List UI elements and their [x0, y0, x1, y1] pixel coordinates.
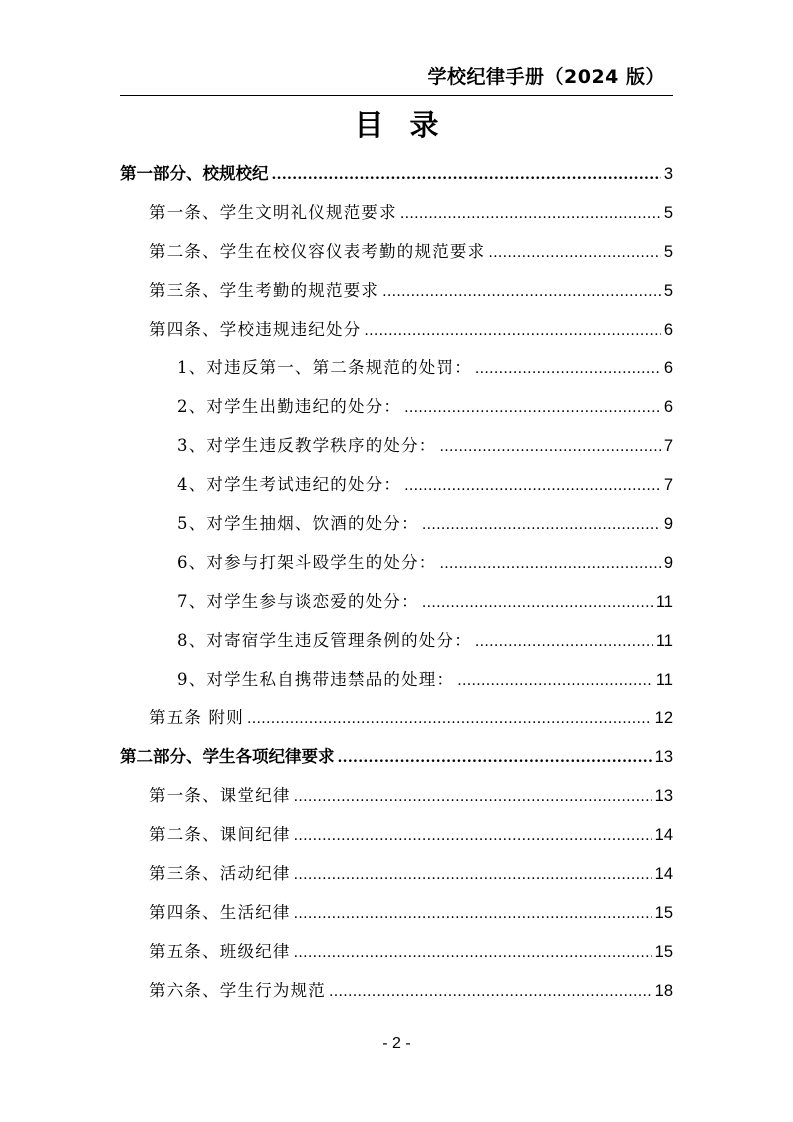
- toc-entry-page: 9: [663, 515, 673, 534]
- toc-entry-page: 7: [663, 476, 673, 495]
- toc-entry-text: 2、对学生出勤违纪的处分：: [177, 397, 402, 417]
- toc-entry[interactable]: [120, 699, 673, 738]
- toc-leader: [475, 350, 661, 389]
- toc-entry-text: 第四条、学校违规违纪处分: [149, 319, 362, 339]
- toc-leader: [272, 156, 661, 195]
- toc-leader: [338, 739, 652, 778]
- toc-entry[interactable]: [120, 194, 673, 233]
- toc-entry[interactable]: [120, 466, 673, 505]
- toc-entry-text: 9、对学生私自携带违禁品的处理：: [177, 669, 455, 689]
- toc-entry-text: 7、对学生参与谈恋爱的处分：: [177, 591, 419, 611]
- toc-entry[interactable]: [120, 933, 673, 972]
- toc-entry-text: 4、对学生考试违纪的处分：: [177, 475, 402, 495]
- toc-leader: [364, 312, 660, 351]
- header-title: 学校纪律手册（2024 版）: [427, 66, 665, 88]
- toc-entry[interactable]: [120, 233, 673, 272]
- toc-entry-page: 7: [663, 437, 673, 456]
- toc-leader: [404, 389, 661, 428]
- toc-entry-page: 15: [654, 903, 673, 922]
- toc-entry-text: 第四条、生活纪律: [149, 902, 291, 922]
- toc-entry-text: 第一条、课堂纪律: [149, 786, 291, 806]
- toc-leader: [440, 545, 661, 584]
- toc-entry[interactable]: [120, 738, 673, 777]
- toc-leader: [247, 700, 652, 739]
- toc-leader: [294, 856, 652, 895]
- toc-entry-text: 第一部分、校规校纪: [120, 164, 269, 183]
- toc-leader: [294, 778, 652, 817]
- toc-entry[interactable]: [120, 583, 673, 622]
- toc-entry-page: 5: [663, 242, 673, 261]
- toc-entry-text: 第六条、学生行为规范: [149, 980, 326, 1000]
- toc-entry-page: 14: [654, 826, 673, 845]
- toc-entry-page: 12: [654, 709, 673, 728]
- toc-entry-page: 14: [654, 865, 673, 884]
- toc-entry[interactable]: [120, 544, 673, 583]
- toc-leader: [382, 273, 661, 312]
- toc-leader: [488, 234, 661, 273]
- toc-entry-text: 第二条、课间纪律: [149, 825, 291, 845]
- toc-leader: [294, 895, 652, 934]
- toc-entry-page: 6: [663, 398, 673, 417]
- toc-entry-text: 第五条、班级纪律: [149, 941, 291, 961]
- toc-entry-page: 13: [654, 787, 673, 806]
- toc-entry[interactable]: [120, 427, 673, 466]
- toc-leader: [294, 934, 652, 973]
- toc-leader: [475, 623, 653, 662]
- toc-entry[interactable]: [120, 622, 673, 661]
- toc-entry-page: 5: [663, 281, 673, 300]
- toc-leader: [422, 506, 661, 545]
- toc-leader: [329, 973, 652, 1012]
- toc-entry-text: 第二条、学生在校仪容仪表考勤的规范要求: [149, 241, 486, 261]
- toc-entry-text: 5、对学生抽烟、饮酒的处分：: [177, 514, 419, 534]
- toc-entry[interactable]: [120, 661, 673, 700]
- toc-entry[interactable]: [120, 894, 673, 933]
- toc-entry-page: 15: [654, 942, 673, 961]
- toc-entry-text: 第三条、活动纪律: [149, 864, 291, 884]
- toc-entry[interactable]: [120, 272, 673, 311]
- toc-entry-text: 1、对违反第一、第二条规范的处罚：: [177, 358, 472, 378]
- toc-leader: [457, 662, 653, 701]
- toc-entry-text: 第五条 附则: [149, 708, 244, 728]
- toc-leader: [422, 584, 653, 623]
- toc-entry-text: 第一条、学生文明礼仪规范要求: [149, 202, 397, 222]
- toc-entry-text: 第二部分、学生各项纪律要求: [120, 747, 335, 767]
- toc-entry-page: 13: [654, 748, 673, 767]
- toc-entry[interactable]: [120, 388, 673, 427]
- toc-entry-page: 18: [654, 981, 673, 1000]
- toc-entry[interactable]: [120, 349, 673, 388]
- toc-entry[interactable]: [120, 816, 673, 855]
- toc-entry[interactable]: [120, 777, 673, 816]
- toc-leader: [294, 817, 652, 856]
- toc-entry[interactable]: [120, 972, 673, 1011]
- toc-entry[interactable]: [120, 505, 673, 544]
- toc-leader: [440, 428, 661, 467]
- toc-entry[interactable]: [120, 311, 673, 350]
- toc-entry-page: 11: [655, 592, 673, 611]
- toc-entry-page: 11: [655, 631, 673, 650]
- toc-entry[interactable]: [120, 155, 673, 194]
- toc-entry-text: 8、对寄宿学生违反管理条例的处分：: [177, 630, 472, 650]
- toc-leader: [400, 195, 661, 234]
- toc-entry-page: 5: [663, 203, 673, 222]
- toc-entry-page: 3: [663, 165, 673, 183]
- toc-entry-page: 6: [663, 359, 673, 378]
- toc-entry-text: 6、对参与打架斗殴学生的处分：: [177, 552, 437, 572]
- toc-entry-page: 6: [663, 320, 673, 339]
- toc-entry-page: 9: [663, 553, 673, 572]
- toc-entry-text: 第三条、学生考勤的规范要求: [149, 280, 380, 300]
- toc-title: 目录: [354, 108, 465, 142]
- toc-entry-text: 3、对学生违反教学秩序的处分：: [177, 436, 437, 456]
- header-rule: [120, 95, 673, 96]
- table-of-contents: [120, 155, 673, 1011]
- toc-leader: [404, 467, 661, 506]
- toc-entry[interactable]: [120, 855, 673, 894]
- toc-entry-page: 11: [655, 670, 673, 689]
- page-number: - 2 -: [382, 1035, 411, 1052]
